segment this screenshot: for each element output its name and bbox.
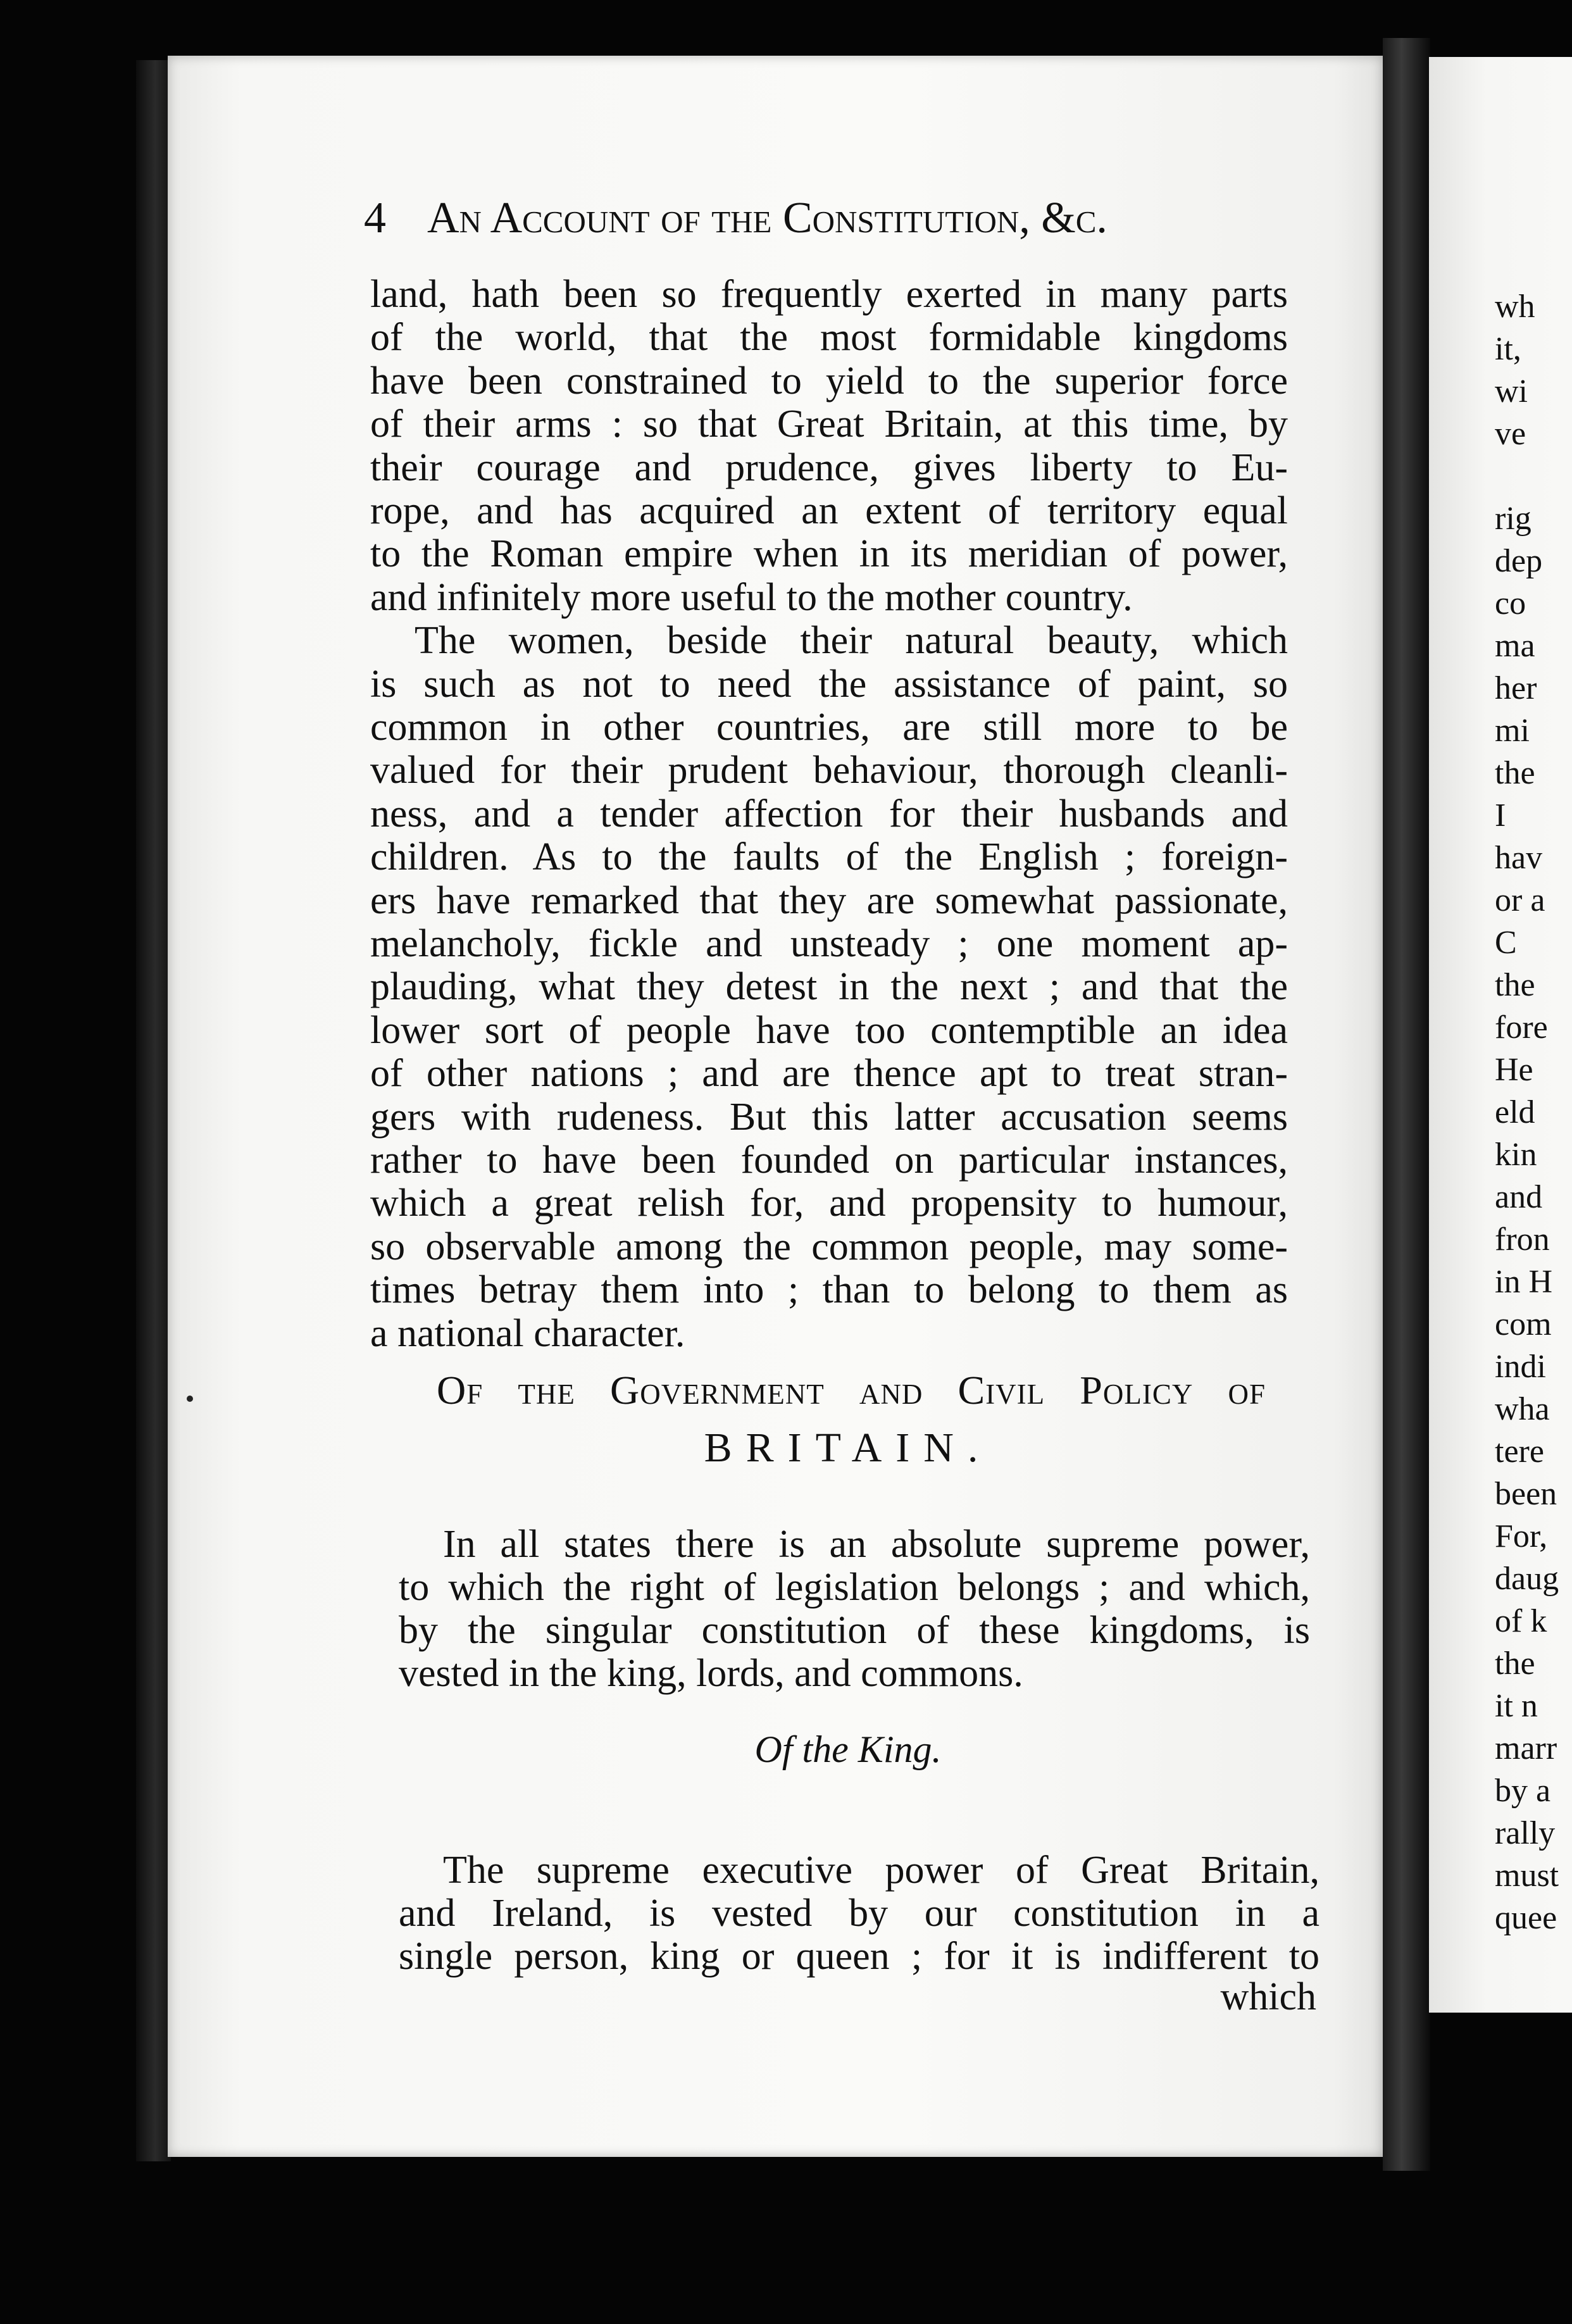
facing-page-line: mi	[1495, 713, 1530, 749]
facing-page-line: been	[1495, 1476, 1557, 1512]
body-line: rather to have been founded on particular instances,	[370, 1139, 1288, 1182]
section-heading-line1: Of the Government and Civil Policy of	[437, 1368, 1266, 1413]
facing-page-line: marr	[1495, 1730, 1557, 1766]
facing-page-line: must	[1495, 1858, 1559, 1894]
body-line: of the world, that the most formidable kingdoms	[370, 316, 1288, 359]
facing-page-line: indi	[1495, 1349, 1546, 1385]
facing-page-line: or a	[1495, 882, 1545, 918]
facing-page-line: it,	[1495, 331, 1521, 367]
body-line: their courage and prudence, gives liberty to Eu-	[370, 446, 1288, 489]
running-title: An Account of the Constitution, &c.	[427, 194, 1107, 242]
body-line: The women, beside their natural beauty, which	[415, 619, 1288, 663]
body-line: is such as not to need the assistance of paint, so	[370, 662, 1288, 706]
facing-page-line: of k	[1495, 1603, 1547, 1639]
section-line: In all states there is an absolute supreme power,	[443, 1523, 1310, 1566]
page-number: 4	[364, 194, 386, 242]
facing-page-line: tere	[1495, 1434, 1544, 1470]
king-line: single person, king or queen ; for it is indifferent to	[399, 1935, 1319, 1978]
facing-page-line: the	[1495, 1646, 1535, 1682]
facing-page-line: ma	[1495, 628, 1535, 664]
body-line: children. As to the faults of the English ; foreign-	[370, 835, 1288, 879]
body-line: common in other countries, are still more to be	[370, 706, 1288, 749]
facing-page-line: rally	[1495, 1815, 1556, 1851]
section-line: to which the right of legislation belongs ; and which,	[399, 1566, 1310, 1609]
facing-page-line: wh	[1495, 289, 1535, 325]
subheading-king: Of the King.	[754, 1728, 942, 1770]
facing-page-line: wi	[1495, 373, 1528, 409]
body-line: gers with rudeness. But this latter accusation seems	[370, 1095, 1288, 1139]
facing-page-line: it n	[1495, 1688, 1538, 1724]
body-line: valued for their prudent behaviour, thorough cleanli-	[370, 749, 1288, 792]
facing-page-line: hav	[1495, 840, 1543, 876]
body-line: melancholy, fickle and unsteady ; one moment ap-	[370, 922, 1288, 965]
page-header	[364, 193, 1326, 250]
body-line: have been constrained to yield to the superior force	[370, 359, 1288, 403]
body-line: a national character.	[370, 1311, 685, 1355]
body-line: plauding, what they detest in the next ; and that the	[370, 965, 1288, 1009]
facing-page-line: the	[1495, 967, 1535, 1003]
facing-page-line: eld	[1495, 1094, 1535, 1130]
facing-page-line: her	[1495, 670, 1537, 706]
body-line: of other nations ; and are thence apt to treat stran-	[370, 1052, 1288, 1096]
catchword: which	[1220, 1975, 1316, 2018]
facing-page-line: the	[1495, 755, 1535, 791]
body-line: ers have remarked that they are somewhat passionate,	[370, 878, 1288, 922]
body-line: which a great relish for, and propensity to humour,	[370, 1182, 1288, 1225]
body-line: ness, and a tender affection for their husbands and	[370, 792, 1288, 835]
body-line: lower sort of people have too contemptible an idea	[370, 1008, 1288, 1052]
body-line: so observable among the common people, may some-	[370, 1225, 1288, 1268]
facing-page-line: daug	[1495, 1561, 1559, 1597]
facing-page-line: dep	[1495, 543, 1543, 579]
body-line: rope, and has acquired an extent of territory equal	[370, 489, 1288, 532]
facing-page-line: co	[1495, 585, 1526, 622]
facing-page-line: wha	[1495, 1391, 1550, 1427]
section-heading-line2: BRITAIN.	[704, 1425, 992, 1471]
body-line: of their arms : so that Great Britain, at this time, by	[370, 403, 1288, 446]
facing-page-line: in H	[1495, 1264, 1552, 1300]
facing-page-line: He	[1495, 1052, 1533, 1088]
body-line: land, hath been so frequently exerted in many parts	[370, 273, 1288, 316]
facing-page-line: com	[1495, 1306, 1552, 1342]
facing-page-line: fore	[1495, 1009, 1548, 1046]
facing-page-line: rig	[1495, 501, 1531, 537]
section-line: vested in the king, lords, and commons.	[399, 1652, 1023, 1695]
section-line: by the singular constitution of these kingdoms, is	[399, 1609, 1310, 1652]
facing-page-line: I	[1495, 797, 1506, 834]
body-line: and infinitely more useful to the mother country.	[370, 575, 1133, 619]
facing-page-line: ve	[1495, 416, 1526, 452]
body-line: to the Roman empire when in its meridian of power,	[370, 532, 1288, 576]
facing-page-line: quee	[1495, 1900, 1557, 1936]
facing-page-line: For,	[1495, 1518, 1548, 1554]
facing-page-line: kin	[1495, 1137, 1537, 1173]
binding-edge-left	[136, 60, 171, 2161]
facing-page-line: fron	[1495, 1221, 1550, 1258]
facing-page-line: C	[1495, 925, 1517, 961]
king-line: and Ireland, is vested by our constitution in a	[399, 1892, 1319, 1935]
page-speck	[187, 1396, 193, 1402]
body-line: times betray them into ; than to belong to them as	[370, 1268, 1288, 1312]
book-gutter	[1383, 38, 1430, 2171]
facing-page-line: and	[1495, 1179, 1543, 1215]
facing-page-line: by a	[1495, 1773, 1551, 1809]
king-line: The supreme executive power of Great Britain,	[443, 1849, 1319, 1892]
